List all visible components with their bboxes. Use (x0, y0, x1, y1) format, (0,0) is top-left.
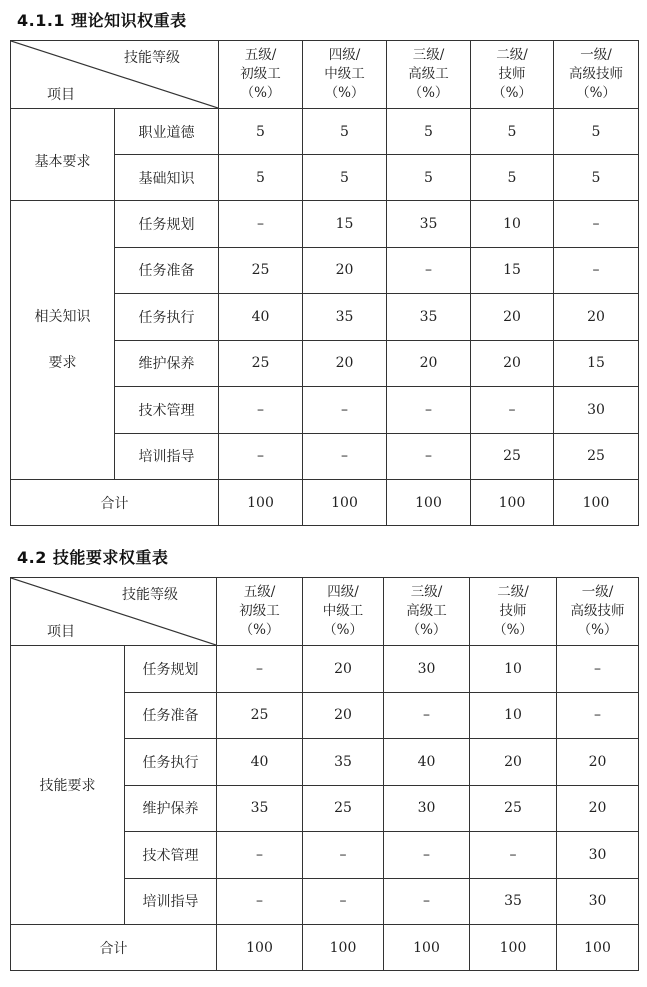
value-cell: – (557, 692, 639, 739)
value-cell: 35 (387, 294, 471, 341)
level-header-3: 三级/ 高级工 （%） (387, 41, 471, 109)
value-cell: 25 (471, 433, 554, 480)
item-label: 任务规划 (125, 646, 217, 693)
theory-weight-table (10, 40, 639, 526)
total-cell: 100 (217, 925, 303, 971)
value-cell: – (384, 692, 470, 739)
skill-weight-table (10, 577, 639, 971)
level-header-2: 二级/ 技师 （%） (471, 41, 554, 109)
item-axis-label: 项目 (47, 87, 75, 103)
value-cell: – (387, 247, 471, 294)
value-cell: 5 (554, 109, 639, 155)
level-header-1: 一级/ 高级技师 （%） (554, 41, 639, 109)
value-cell: 5 (471, 155, 554, 201)
item-label: 技术管理 (115, 387, 219, 434)
value-cell: – (387, 433, 471, 480)
value-cell: 35 (303, 294, 387, 341)
value-cell: 40 (219, 294, 303, 341)
diagonal-header-cell (11, 41, 219, 109)
value-cell: – (303, 433, 387, 480)
value-cell: 25 (219, 247, 303, 294)
value-cell: 15 (471, 247, 554, 294)
total-label: 合计 (11, 480, 219, 526)
value-cell: 20 (303, 247, 387, 294)
item-label: 职业道德 (115, 109, 219, 155)
total-row (11, 925, 639, 971)
value-cell: – (557, 646, 639, 693)
level-header-4: 四级/ 中级工 （%） (303, 41, 387, 109)
value-cell: 35 (217, 785, 303, 832)
item-label: 维护保养 (125, 785, 217, 832)
level-axis-label: 技能等级 (122, 587, 178, 603)
value-cell: – (471, 387, 554, 434)
item-label: 基础知识 (115, 155, 219, 201)
value-cell: 40 (384, 739, 470, 786)
level-header-5: 五级/ 初级工 （%） (219, 41, 303, 109)
value-cell: 20 (471, 340, 554, 387)
total-cell: 100 (471, 480, 554, 526)
item-label: 任务准备 (125, 692, 217, 739)
level-header-1: 一级/ 高级技师 （%） (557, 578, 639, 646)
value-cell: – (470, 832, 557, 879)
table-header-row (11, 41, 639, 109)
item-label: 任务规划 (115, 201, 219, 248)
value-cell: 30 (554, 387, 639, 434)
value-cell: 25 (470, 785, 557, 832)
value-cell: – (303, 387, 387, 434)
total-cell: 100 (303, 480, 387, 526)
table-row (11, 646, 639, 693)
value-cell: – (554, 201, 639, 248)
value-cell: 20 (387, 340, 471, 387)
value-cell: – (303, 878, 384, 925)
total-cell: 100 (470, 925, 557, 971)
value-cell: – (384, 878, 470, 925)
value-cell: 35 (387, 201, 471, 248)
value-cell: 25 (303, 785, 384, 832)
value-cell: – (217, 646, 303, 693)
diagonal-line (11, 578, 216, 645)
value-cell: 5 (554, 155, 639, 201)
value-cell: – (303, 832, 384, 879)
value-cell: 10 (470, 646, 557, 693)
value-cell: 25 (554, 433, 639, 480)
value-cell: 5 (387, 155, 471, 201)
value-cell: 40 (217, 739, 303, 786)
item-label: 任务执行 (115, 294, 219, 341)
category-basic-requirements: 基本要求 (11, 109, 115, 201)
section-heading-skill: 4.2 技能要求权重表 (17, 548, 169, 567)
value-cell: – (387, 387, 471, 434)
value-cell: 10 (470, 692, 557, 739)
diagonal-header-cell (11, 578, 217, 646)
value-cell: – (217, 832, 303, 879)
item-label: 技术管理 (125, 832, 217, 879)
value-cell: 5 (387, 109, 471, 155)
value-cell: 20 (554, 294, 639, 341)
value-cell: 5 (303, 109, 387, 155)
category-related-knowledge: 相关知识 要求 (11, 201, 115, 480)
value-cell: 20 (471, 294, 554, 341)
total-cell: 100 (387, 480, 471, 526)
value-cell: 30 (384, 785, 470, 832)
value-cell: 25 (217, 692, 303, 739)
table-row (11, 109, 639, 155)
value-cell: – (219, 433, 303, 480)
level-header-5: 五级/ 初级工 （%） (217, 578, 303, 646)
value-cell: 15 (554, 340, 639, 387)
item-axis-label: 项目 (47, 624, 75, 640)
value-cell: – (217, 878, 303, 925)
value-cell: 20 (303, 340, 387, 387)
item-label: 培训指导 (115, 433, 219, 480)
table-row (11, 201, 639, 248)
value-cell: 5 (471, 109, 554, 155)
value-cell: 30 (557, 878, 639, 925)
value-cell: 5 (219, 109, 303, 155)
section-heading-theory: 4.1.1 理论知识权重表 (17, 11, 187, 30)
total-cell: 100 (219, 480, 303, 526)
category-skill-requirements: 技能要求 (11, 646, 125, 925)
total-cell: 100 (303, 925, 384, 971)
total-cell: 100 (557, 925, 639, 971)
value-cell: 30 (384, 646, 470, 693)
total-cell: 100 (554, 480, 639, 526)
item-label: 培训指导 (125, 878, 217, 925)
level-header-3: 三级/ 高级工 （%） (384, 578, 470, 646)
diagonal-line (11, 41, 218, 108)
level-header-2: 二级/ 技师 （%） (470, 578, 557, 646)
value-cell: – (384, 832, 470, 879)
value-cell: 35 (470, 878, 557, 925)
total-cell: 100 (384, 925, 470, 971)
value-cell: 15 (303, 201, 387, 248)
value-cell: 20 (557, 739, 639, 786)
level-axis-label: 技能等级 (124, 50, 180, 66)
total-row (11, 480, 639, 526)
value-cell: 35 (303, 739, 384, 786)
total-label: 合计 (11, 925, 217, 971)
item-label: 任务准备 (115, 247, 219, 294)
value-cell: – (219, 201, 303, 248)
value-cell: 20 (303, 646, 384, 693)
level-header-4: 四级/ 中级工 （%） (303, 578, 384, 646)
value-cell: 25 (219, 340, 303, 387)
item-label: 维护保养 (115, 340, 219, 387)
value-cell: – (219, 387, 303, 434)
value-cell: 5 (219, 155, 303, 201)
value-cell: – (554, 247, 639, 294)
value-cell: 30 (557, 832, 639, 879)
value-cell: 10 (471, 201, 554, 248)
item-label: 任务执行 (125, 739, 217, 786)
value-cell: 20 (557, 785, 639, 832)
table-header-row (11, 578, 639, 646)
value-cell: 5 (303, 155, 387, 201)
value-cell: 20 (470, 739, 557, 786)
value-cell: 20 (303, 692, 384, 739)
